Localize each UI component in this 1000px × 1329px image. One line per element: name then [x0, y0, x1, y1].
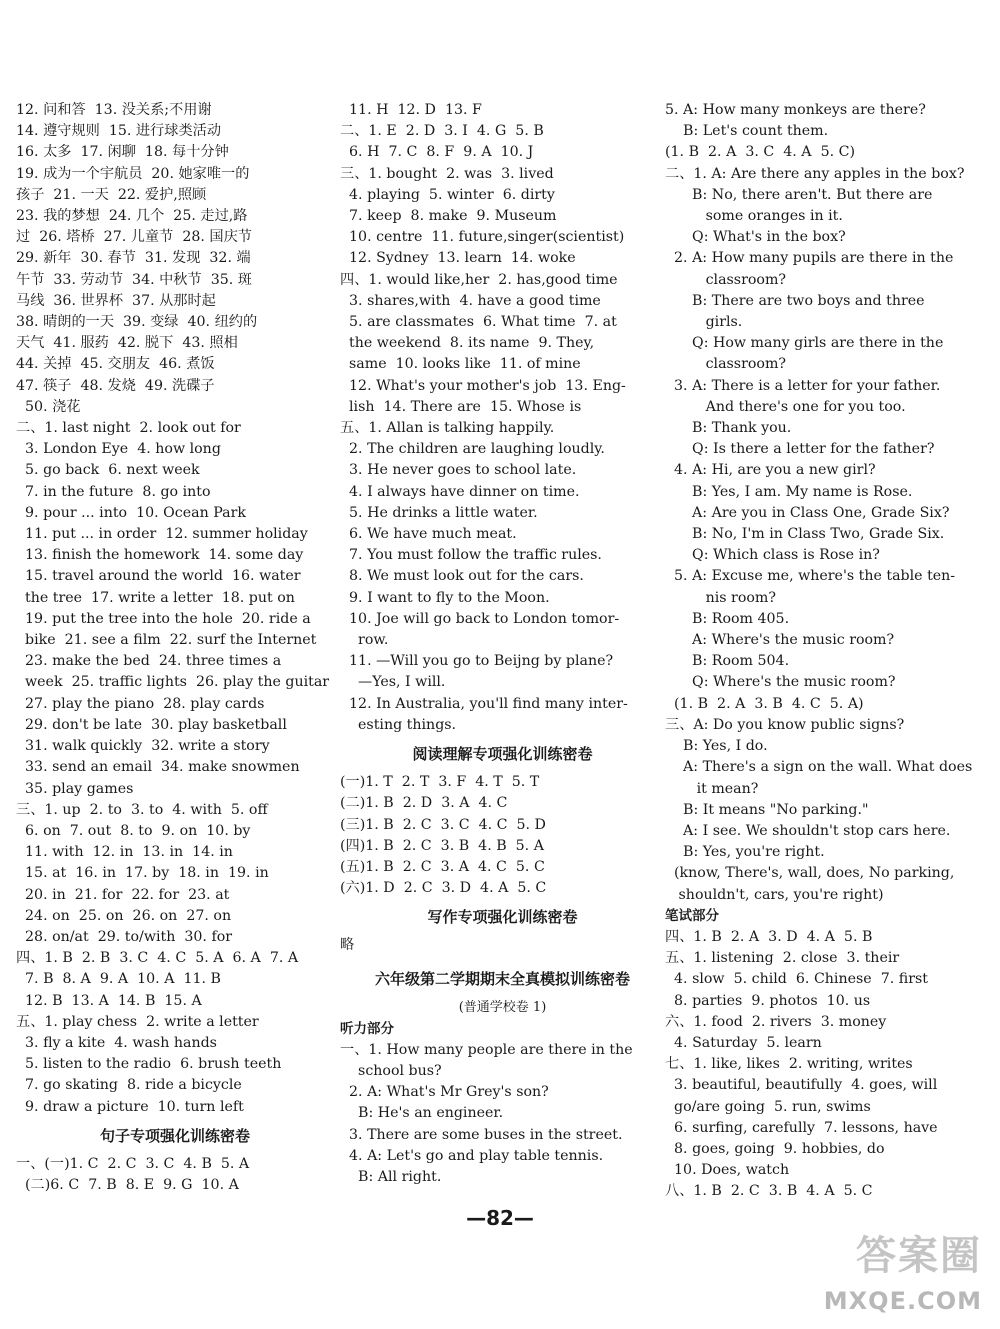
answer-line: 11. with 12. in 13. in 14. in — [16, 844, 233, 861]
answer-line: 一、1. How many people are there in the — [340, 1041, 633, 1058]
answer-line: B: Room 405. — [665, 610, 790, 627]
answer-line: 3. There are some buses in the street. — [340, 1126, 623, 1143]
answer-line: 二、1. last night 2. look out for — [16, 420, 241, 437]
answer-line: 三、1. up 2. to 3. to 4. with 5. off — [16, 801, 268, 818]
answer-column-middle — [340, 100, 665, 1188]
answer-line: 5. A: How many monkeys are there? — [665, 102, 926, 118]
answer-line: B: It means "No parking." — [665, 801, 869, 818]
answer-line: 6. We have much meat. — [340, 526, 517, 543]
answer-line: 5. He drinks a little water. — [340, 504, 538, 521]
answer-line: 6. on 7. out 8. to 9. on 10. by — [16, 822, 251, 839]
answer-line: 10. centre 11. future,singer(scientist) — [340, 229, 625, 246]
answer-line: shouldn't, cars, you're right) — [665, 886, 884, 903]
page-number: —82— — [466, 1206, 534, 1230]
answer-line: 19. put the tree into the hole 20. ride a — [16, 610, 311, 627]
answer-line: 12. In Australia, you'll find many inter- — [340, 695, 628, 712]
answer-line: 3. beautiful, beautifully 4. goes, will — [665, 1077, 938, 1094]
answer-line: 7. go skating 8. ride a bicycle — [16, 1077, 242, 1094]
answer-line: 35. play games — [16, 780, 134, 797]
answer-line: —Yes, I will. — [340, 674, 446, 691]
answer-line: 15. at 16. in 17. by 18. in 19. in — [16, 865, 269, 882]
answer-line: A: I see. We shouldn't stop cars here. — [665, 822, 951, 839]
answer-line: 马线 36. 世界杯 37. 从那时起 — [16, 292, 216, 309]
answer-line: 9. draw a picture 10. turn left — [16, 1098, 244, 1115]
answer-line: 3. A: There is a letter for your father. — [665, 377, 941, 394]
answer-line: 8. We must look out for the cars. — [340, 568, 584, 585]
answer-line: nis room? — [665, 589, 776, 606]
answer-line: 5. A: Excuse me, where's the table ten- — [665, 568, 956, 585]
answer-line: Q: Is there a letter for the father? — [665, 441, 935, 458]
answer-line: 2. A: What's Mr Grey's son? — [340, 1084, 549, 1101]
col1-lines — [16, 100, 334, 1118]
answer-line: 9. I want to fly to the Moon. — [340, 589, 550, 606]
section-title-writing: 写作专项强化训练密卷 — [427, 908, 578, 927]
answer-line: 50. 浇花 — [16, 398, 81, 415]
answer-line: 14. 遵守规则 15. 进行球类活动 — [16, 123, 222, 140]
answer-line: 9. pour ... into 10. Ocean Park — [16, 504, 246, 521]
answer-line: bike 21. see a film 22. surf the Internet — [16, 632, 317, 649]
answer-line: (二)1. B 2. D 3. A 4. C — [340, 795, 508, 812]
answer-line: (二)6. C 7. B 8. E 9. G 10. A — [16, 1176, 239, 1193]
answer-line: Q: Where's the music room? — [665, 674, 896, 691]
listening-part-label: 听力部分 — [340, 1020, 394, 1037]
answer-line: 五、1. listening 2. close 3. their — [665, 950, 900, 967]
answer-line: 6. surfing, carefully 7. lessons, have — [665, 1119, 938, 1136]
answer-line: 4. playing 5. winter 6. dirty — [340, 186, 555, 203]
answer-line: 15. travel around the world 16. water — [16, 568, 301, 585]
answer-line: B: Thank you. — [665, 420, 792, 437]
answer-line: 5. are classmates 6. What time 7. at — [340, 314, 617, 331]
answer-line: 4. I always have dinner on time. — [340, 483, 580, 500]
answer-line: A: Where's the music room? — [665, 632, 895, 649]
answer-line: classroom? — [665, 271, 787, 288]
answer-line: (1. B 2. A 3. B 4. C 5. A) — [665, 695, 864, 712]
answer-line: 4. slow 5. child 6. Chinese 7. first — [665, 971, 928, 988]
answer-line: A: There's a sign on the wall. What does — [665, 759, 973, 776]
answer-line: 33. send an email 34. make snowmen — [16, 759, 300, 776]
answer-line: 四、1. B 2. B 3. C 4. C 5. A 6. A 7. A — [16, 950, 299, 967]
answer-line: 一、(一)1. C 2. C 3. C 4. B 5. A — [16, 1155, 250, 1172]
answer-line: 12. What's your mother's job 13. Eng- — [340, 377, 626, 394]
answer-line: (三)1. B 2. C 3. C 4. C 5. D — [340, 816, 546, 833]
answer-line: 5. go back 6. next week — [16, 462, 200, 479]
answer-line: 3. He never goes to school late. — [340, 462, 577, 479]
answer-line: B: All right. — [340, 1168, 442, 1185]
answer-line: it mean? — [665, 780, 759, 797]
answer-line: And there's one for you too. — [665, 398, 906, 415]
answer-line: B: No, I'm in Class Two, Grade Six. — [665, 526, 945, 543]
answer-line: 3. London Eye 4. how long — [16, 441, 221, 458]
answer-line: girls. — [665, 314, 743, 331]
answer-line: lish 14. There are 15. Whose is — [340, 398, 582, 415]
answer-line: (know, There's, wall, does, No parking, — [665, 865, 955, 882]
answer-line: 11. H 12. D 13. F — [340, 102, 482, 118]
answer-line: 6. H 7. C 8. F 9. A 10. J — [340, 144, 534, 161]
answer-line: 5. listen to the radio 6. brush teeth — [16, 1056, 282, 1073]
answer-line: the weekend 8. its name 9. They, — [340, 335, 595, 352]
answer-line: 五、1. play chess 2. write a letter — [16, 1013, 259, 1030]
watermark-logo-text: 答案圈 — [856, 1233, 982, 1279]
answer-line: Q: Which class is Rose in? — [665, 547, 880, 564]
answer-line: B: No, there aren't. But there are — [665, 186, 933, 203]
answer-line: B: Yes, I am. My name is Rose. — [665, 483, 913, 500]
answer-line: B: Room 504. — [665, 653, 790, 670]
answer-line: 11. —Will you go to Beijng by plane? — [340, 653, 614, 670]
answer-line: 12. 问和答 13. 没关系;不用谢 — [16, 102, 212, 118]
answer-line: 孩子 21. 一天 22. 爱护,照顾 — [16, 186, 207, 203]
answer-line: 六、1. food 2. rivers 3. money — [665, 1013, 887, 1030]
answer-line: 七、1. like, likes 2. writing, writes — [665, 1056, 913, 1073]
answer-line: 4. Saturday 5. learn — [665, 1034, 822, 1051]
answer-line: Q: How many girls are there in the — [665, 335, 944, 352]
answer-line: some oranges in it. — [665, 208, 843, 225]
exam-subtitle: (普通学校卷 1) — [458, 999, 547, 1015]
answer-line: (一)1. T 2. T 3. F 4. T 5. T — [340, 774, 540, 791]
answer-line: same 10. looks like 11. of mine — [340, 356, 581, 373]
answer-line: 8. parties 9. photos 10. us — [665, 992, 871, 1009]
answer-line: 12. B 13. A 14. B 15. A — [16, 992, 202, 1009]
answer-line: the tree 17. write a letter 18. put on — [16, 589, 295, 606]
answer-line: 31. walk quickly 32. write a story — [16, 738, 270, 755]
answer-line: 4. A: Hi, are you a new girl? — [665, 462, 876, 479]
col3-lines-a — [665, 100, 983, 906]
col2-lines-b — [340, 772, 665, 899]
answer-line: A: Are you in Class One, Grade Six? — [665, 504, 950, 521]
answer-line: 27. play the piano 28. play cards — [16, 695, 265, 712]
answer-line: 天气 41. 服药 42. 脱下 43. 照相 — [16, 335, 238, 352]
answer-line: row. — [340, 632, 389, 649]
answer-line: 16. 太多 17. 闲聊 18. 每十分钟 — [16, 144, 229, 161]
answer-line: 38. 晴朗的一天 39. 变绿 40. 纽约的 — [16, 314, 258, 331]
col2-lines-c — [340, 1040, 665, 1188]
col1-tail-lines — [16, 1154, 334, 1196]
answer-line: 2. The children are laughing loudly. — [340, 441, 605, 458]
answer-line: B: He's an engineer. — [340, 1105, 504, 1122]
section-title-sentence: 句子专项强化训练密卷 — [99, 1126, 250, 1145]
answer-line: school bus? — [340, 1062, 442, 1079]
answer-line: B: Yes, I do. — [665, 738, 768, 755]
answer-line: 2. A: How many pupils are there in the — [665, 250, 954, 267]
answer-line: 11. put ... in order 12. summer holiday — [16, 526, 308, 543]
answer-line: 19. 成为一个宇航员 20. 她家唯一的 — [16, 165, 250, 182]
answer-line: week 25. traffic lights 26. play the guitar — [16, 674, 330, 691]
answer-line: B: Yes, you're right. — [665, 844, 825, 861]
answer-line: 29. 新年 30. 春节 31. 发现 32. 端 — [16, 250, 251, 267]
answer-line: 44. 关掉 45. 交朋友 46. 煮饭 — [16, 356, 215, 373]
answer-line: B: There are two boys and three — [665, 292, 925, 309]
answer-line: 3. shares,with 4. have a good time — [340, 292, 601, 309]
section-title-final-exam: 六年级第二学期期末全真模拟训练密卷 — [374, 969, 630, 988]
answer-line: 午节 33. 劳动节 34. 中秋节 35. 斑 — [16, 271, 252, 288]
answer-line: 23. make the bed 24. three times a — [16, 653, 282, 670]
answer-line: 8. goes, going 9. hobbies, do — [665, 1140, 885, 1157]
answer-line: 7. in the future 8. go into — [16, 483, 211, 500]
answer-line: 三、1. bought 2. was 3. lived — [340, 165, 554, 182]
answer-line: (四)1. B 2. C 3. B 4. B 5. A — [340, 837, 544, 854]
answer-column-right — [665, 100, 983, 1203]
answer-line: B: Let's count them. — [665, 123, 829, 140]
answer-line: 47. 筷子 48. 发烧 49. 洗碟子 — [16, 377, 215, 394]
answer-line: 10. Joe will go back to London tomor- — [340, 610, 620, 627]
answer-line: 二、1. A: Are there any apples in the box? — [665, 165, 965, 182]
answer-line: 24. on 25. on 26. on 27. on — [16, 907, 232, 924]
watermark-url: MXQE.COM — [823, 1287, 982, 1315]
answer-line: Q: What's in the box? — [665, 229, 846, 246]
answer-line: go/are going 5. run, swims — [665, 1098, 871, 1115]
answer-line: 3. fly a kite 4. wash hands — [16, 1034, 217, 1051]
answer-line: 四、1. would like,her 2. has,good time — [340, 271, 618, 288]
answer-line: 23. 我的梦想 24. 几个 25. 走过,路 — [16, 208, 248, 225]
answer-line: 29. don't be late 30. play basketball — [16, 716, 287, 733]
answer-line: 7. You must follow the traffic rules. — [340, 547, 602, 564]
answer-line: 二、1. E 2. D 3. I 4. G 5. B — [340, 123, 544, 140]
answer-line: 28. on/at 29. to/with 30. for — [16, 928, 233, 945]
answer-line: classroom? — [665, 356, 787, 373]
answer-line: (五)1. B 2. C 3. A 4. C 5. C — [340, 858, 545, 875]
answer-line: 12. Sydney 13. learn 14. woke — [340, 250, 576, 267]
answer-line: (六)1. D 2. C 3. D 4. A 5. C — [340, 880, 547, 897]
answer-line: 三、A: Do you know public signs? — [665, 716, 905, 733]
answer-line: 20. in 21. for 22. for 23. at — [16, 886, 230, 903]
answer-line: 13. finish the homework 14. some day — [16, 547, 304, 564]
col2-lines-a — [340, 100, 665, 736]
answer-line: 五、1. Allan is talking happily. — [340, 420, 555, 437]
answer-line: 过 26. 塔桥 27. 儿童节 28. 国庆节 — [16, 229, 252, 246]
section-title-reading: 阅读理解专项强化训练密卷 — [412, 745, 593, 764]
answer-column-left — [16, 100, 334, 1196]
answer-line: esting things. — [340, 716, 457, 733]
answer-line: 八、1. B 2. C 3. B 4. A 5. C — [665, 1183, 873, 1200]
writing-answer-omitted: 略 — [340, 937, 355, 954]
answer-line: 7. B 8. A 9. A 10. A 11. B — [16, 971, 221, 988]
answer-line: (1. B 2. A 3. C 4. A 5. C) — [665, 144, 856, 161]
answer-line: 4. A: Let's go and play table tennis. — [340, 1147, 604, 1164]
answer-line: 四、1. B 2. A 3. D 4. A 5. B — [665, 928, 873, 945]
written-part-label: 笔试部分 — [665, 907, 719, 924]
answer-line: 10. Does, watch — [665, 1162, 790, 1179]
answer-line: 7. keep 8. make 9. Museum — [340, 208, 557, 225]
col3-lines-b — [665, 927, 983, 1203]
